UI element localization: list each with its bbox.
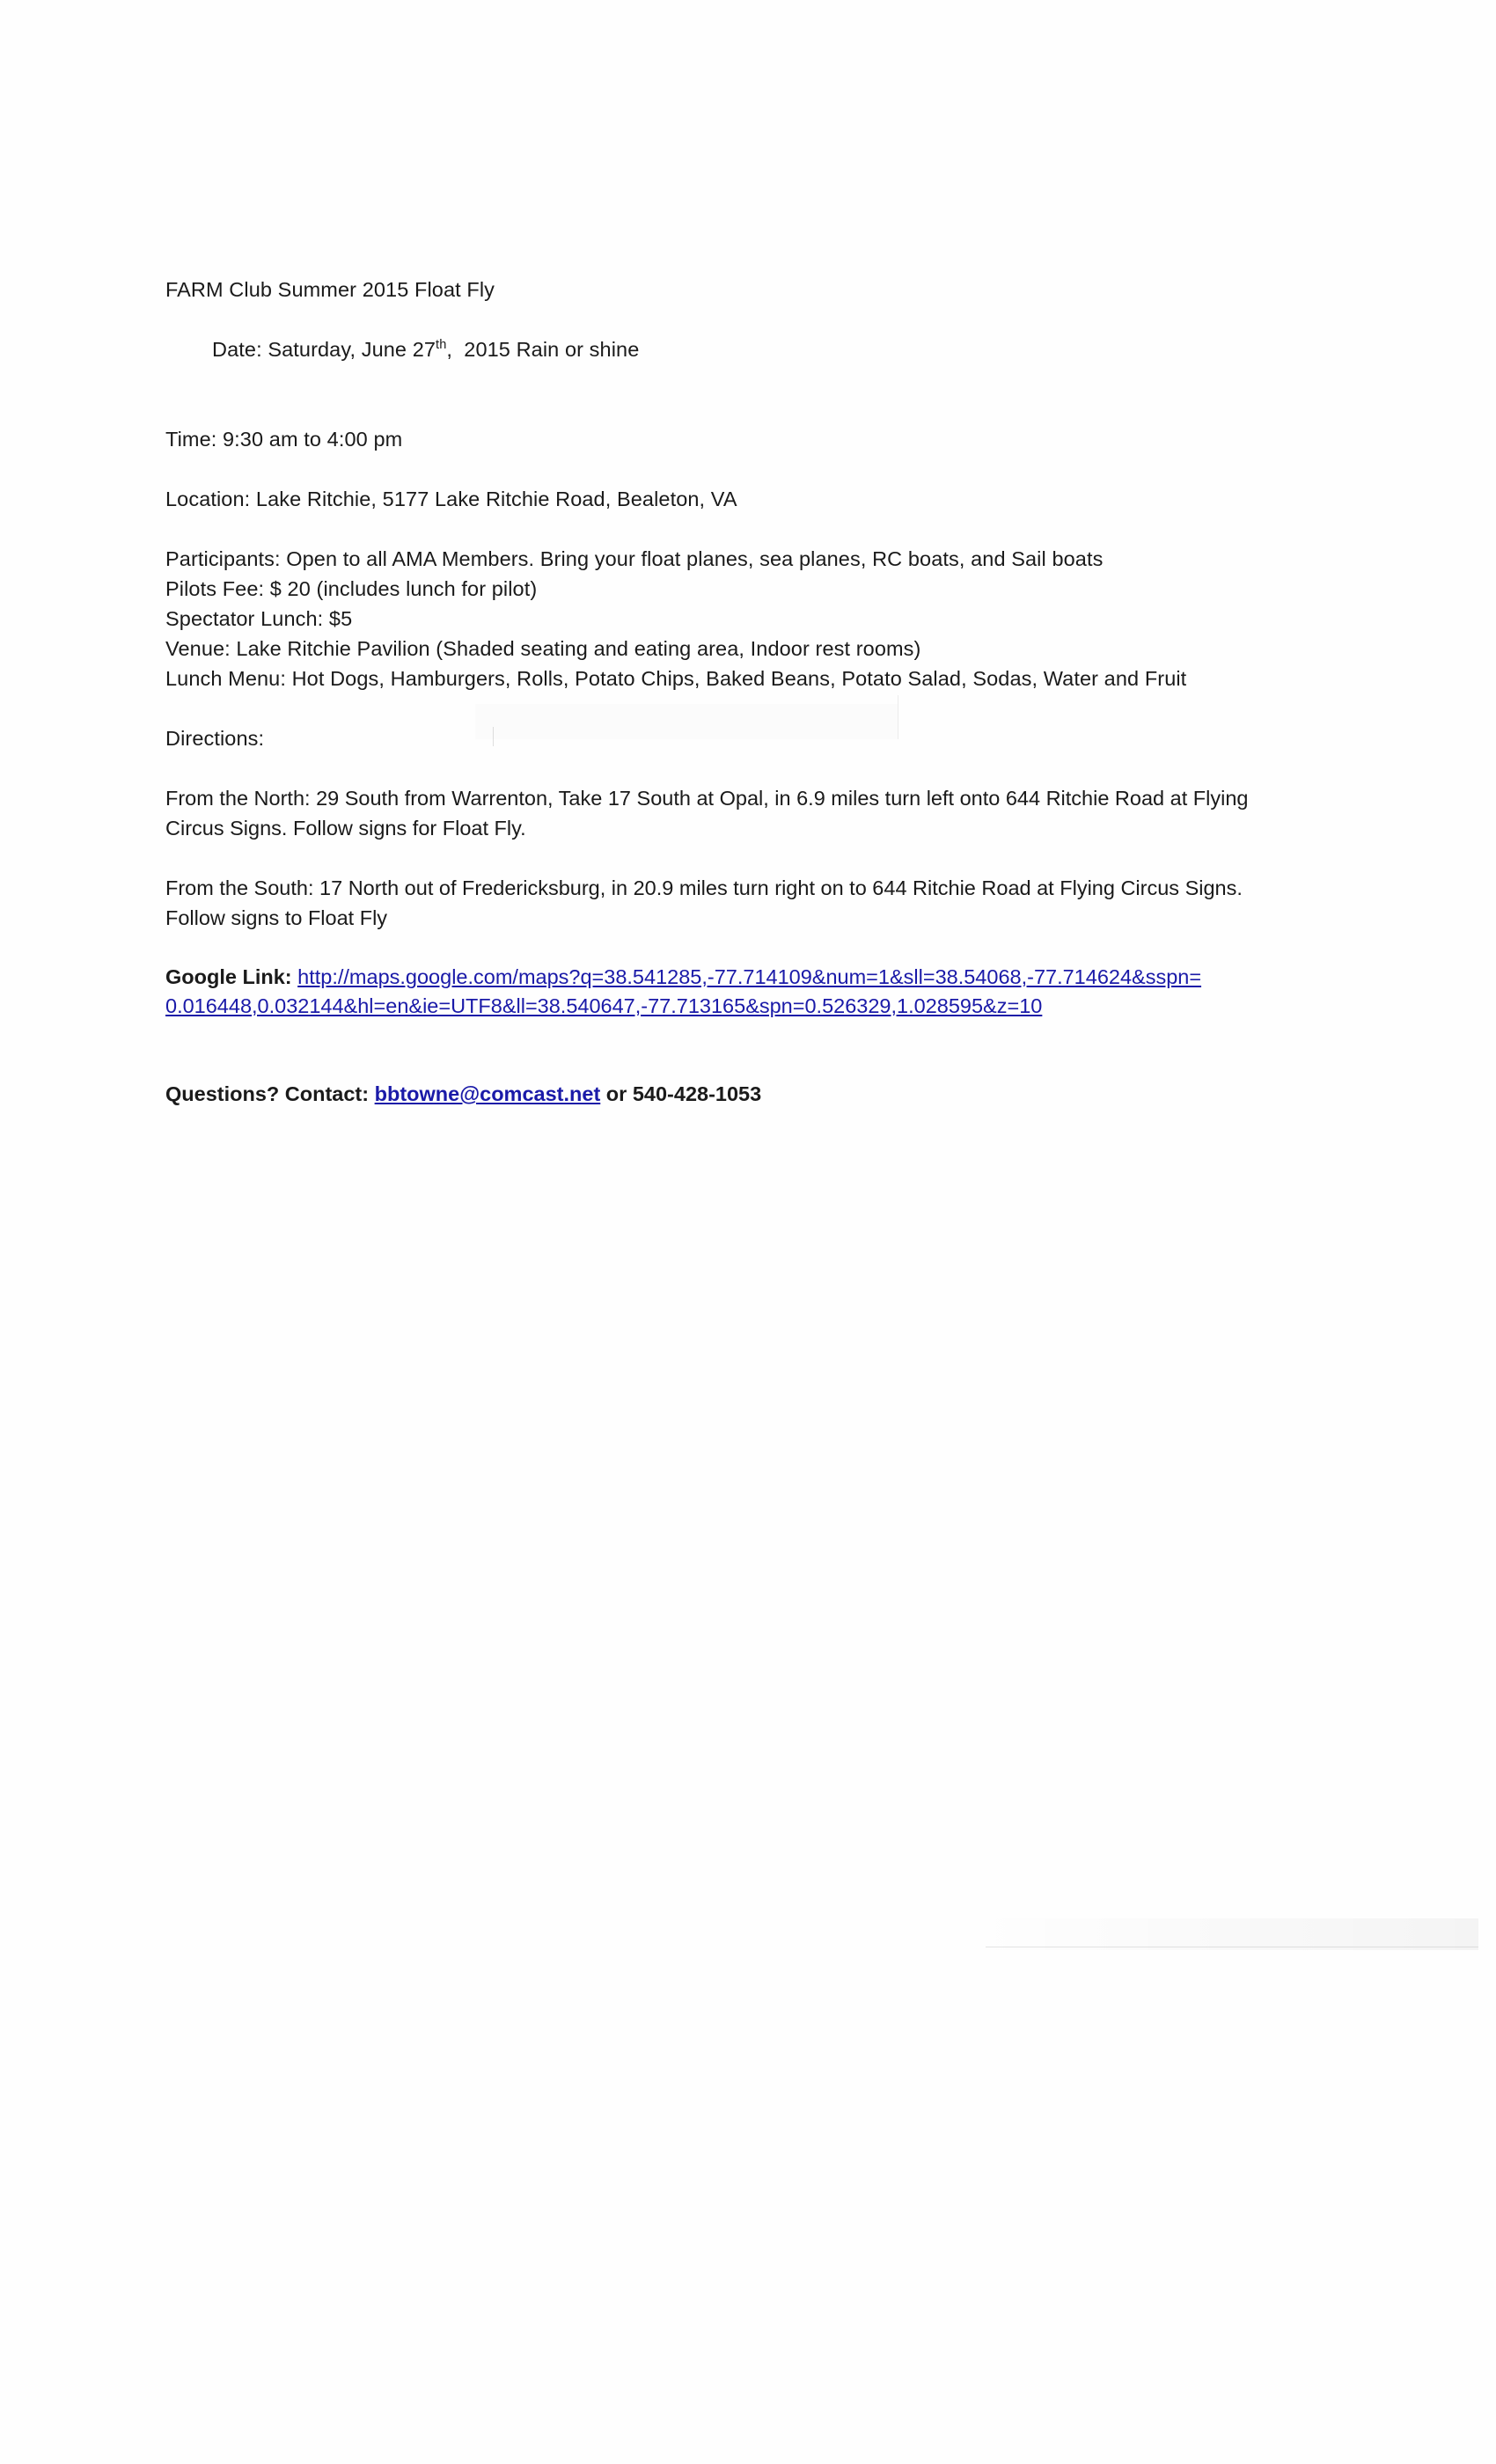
event-location-block	[165, 484, 1327, 514]
contact-block	[165, 1079, 1327, 1109]
scan-artifact-shadow	[968, 1918, 1478, 1950]
spacer	[165, 514, 1327, 544]
contact-label: Questions? Contact:	[165, 1082, 375, 1105]
page-title: FARM Club Summer 2015 Float Fly	[165, 278, 495, 301]
spacer	[165, 1060, 1327, 1079]
spacer	[165, 693, 1327, 723]
directions-heading-block	[165, 723, 1327, 753]
event-header	[165, 275, 1327, 394]
event-date-rest: , 2015 Rain or shine	[446, 338, 640, 361]
spacer	[165, 843, 1327, 873]
venue-line: Venue: Lake Ritchie Pavilion (Shaded seating and eating area, Indoor rest rooms)	[165, 637, 921, 660]
event-time-block	[165, 424, 1327, 454]
event-details-block	[165, 544, 1327, 693]
spacer	[165, 753, 1327, 783]
pilots-fee-line: Pilots Fee: $ 20 (includes lunch for pilot)	[165, 577, 538, 600]
directions-heading: Directions:	[165, 727, 265, 750]
google-link-label: Google Link:	[165, 965, 298, 988]
directions-from-north: From the North: 29 South from Warrenton, Take 17 South at Opal, in 6.9 miles turn left onto 644 Ritchie Road at Flying Circus Signs. Follow signs for Float Fly.	[165, 787, 1249, 840]
document-body	[165, 275, 1327, 1109]
event-time: Time: 9:30 am to 4:00 pm	[165, 428, 403, 451]
lunch-menu-line: Lunch Menu: Hot Dogs, Hamburgers, Rolls, Potato Chips, Baked Beans, Potato Salad, Sodas, Water and Fruit	[165, 667, 1187, 690]
event-date-label: Date: Saturday, June 27	[212, 338, 436, 361]
google-link-block	[165, 963, 1204, 1021]
event-location: Location: Lake Ritchie, 5177 Lake Ritchie Road, Bealeton, VA	[165, 488, 737, 510]
directions-from-south: From the South: 17 North out of Fredericksburg, in 20.9 miles turn right on to 644 Ritchie Road at Flying Circus Signs. Follow signs to Float Fly	[165, 876, 1243, 929]
contact-phone: or 540-428-1053	[600, 1082, 762, 1105]
spacer	[165, 454, 1327, 484]
spacer	[165, 1021, 1327, 1060]
google-maps-link[interactable]: http://maps.google.com/maps?q=38.541285,-77.714109&num=1&sll=38.54068,-77.714624&sspn=0.016448,0.032144&hl=en&ie=UTF8&ll=38.540647,-77.713165&spn=0.526329,1.028595&z=10	[165, 965, 1202, 1017]
event-date-ordinal-suffix: th	[436, 338, 447, 353]
spectator-lunch-line: Spectator Lunch: $5	[165, 607, 353, 630]
contact-email-link[interactable]: bbtowne@comcast.net	[374, 1082, 601, 1105]
spacer	[165, 933, 1327, 963]
participants-line: Participants: Open to all AMA Members. Bring your float planes, sea planes, RC boats, and Sail boats	[165, 547, 1104, 570]
spacer	[165, 394, 1327, 424]
event-date	[165, 304, 1327, 394]
